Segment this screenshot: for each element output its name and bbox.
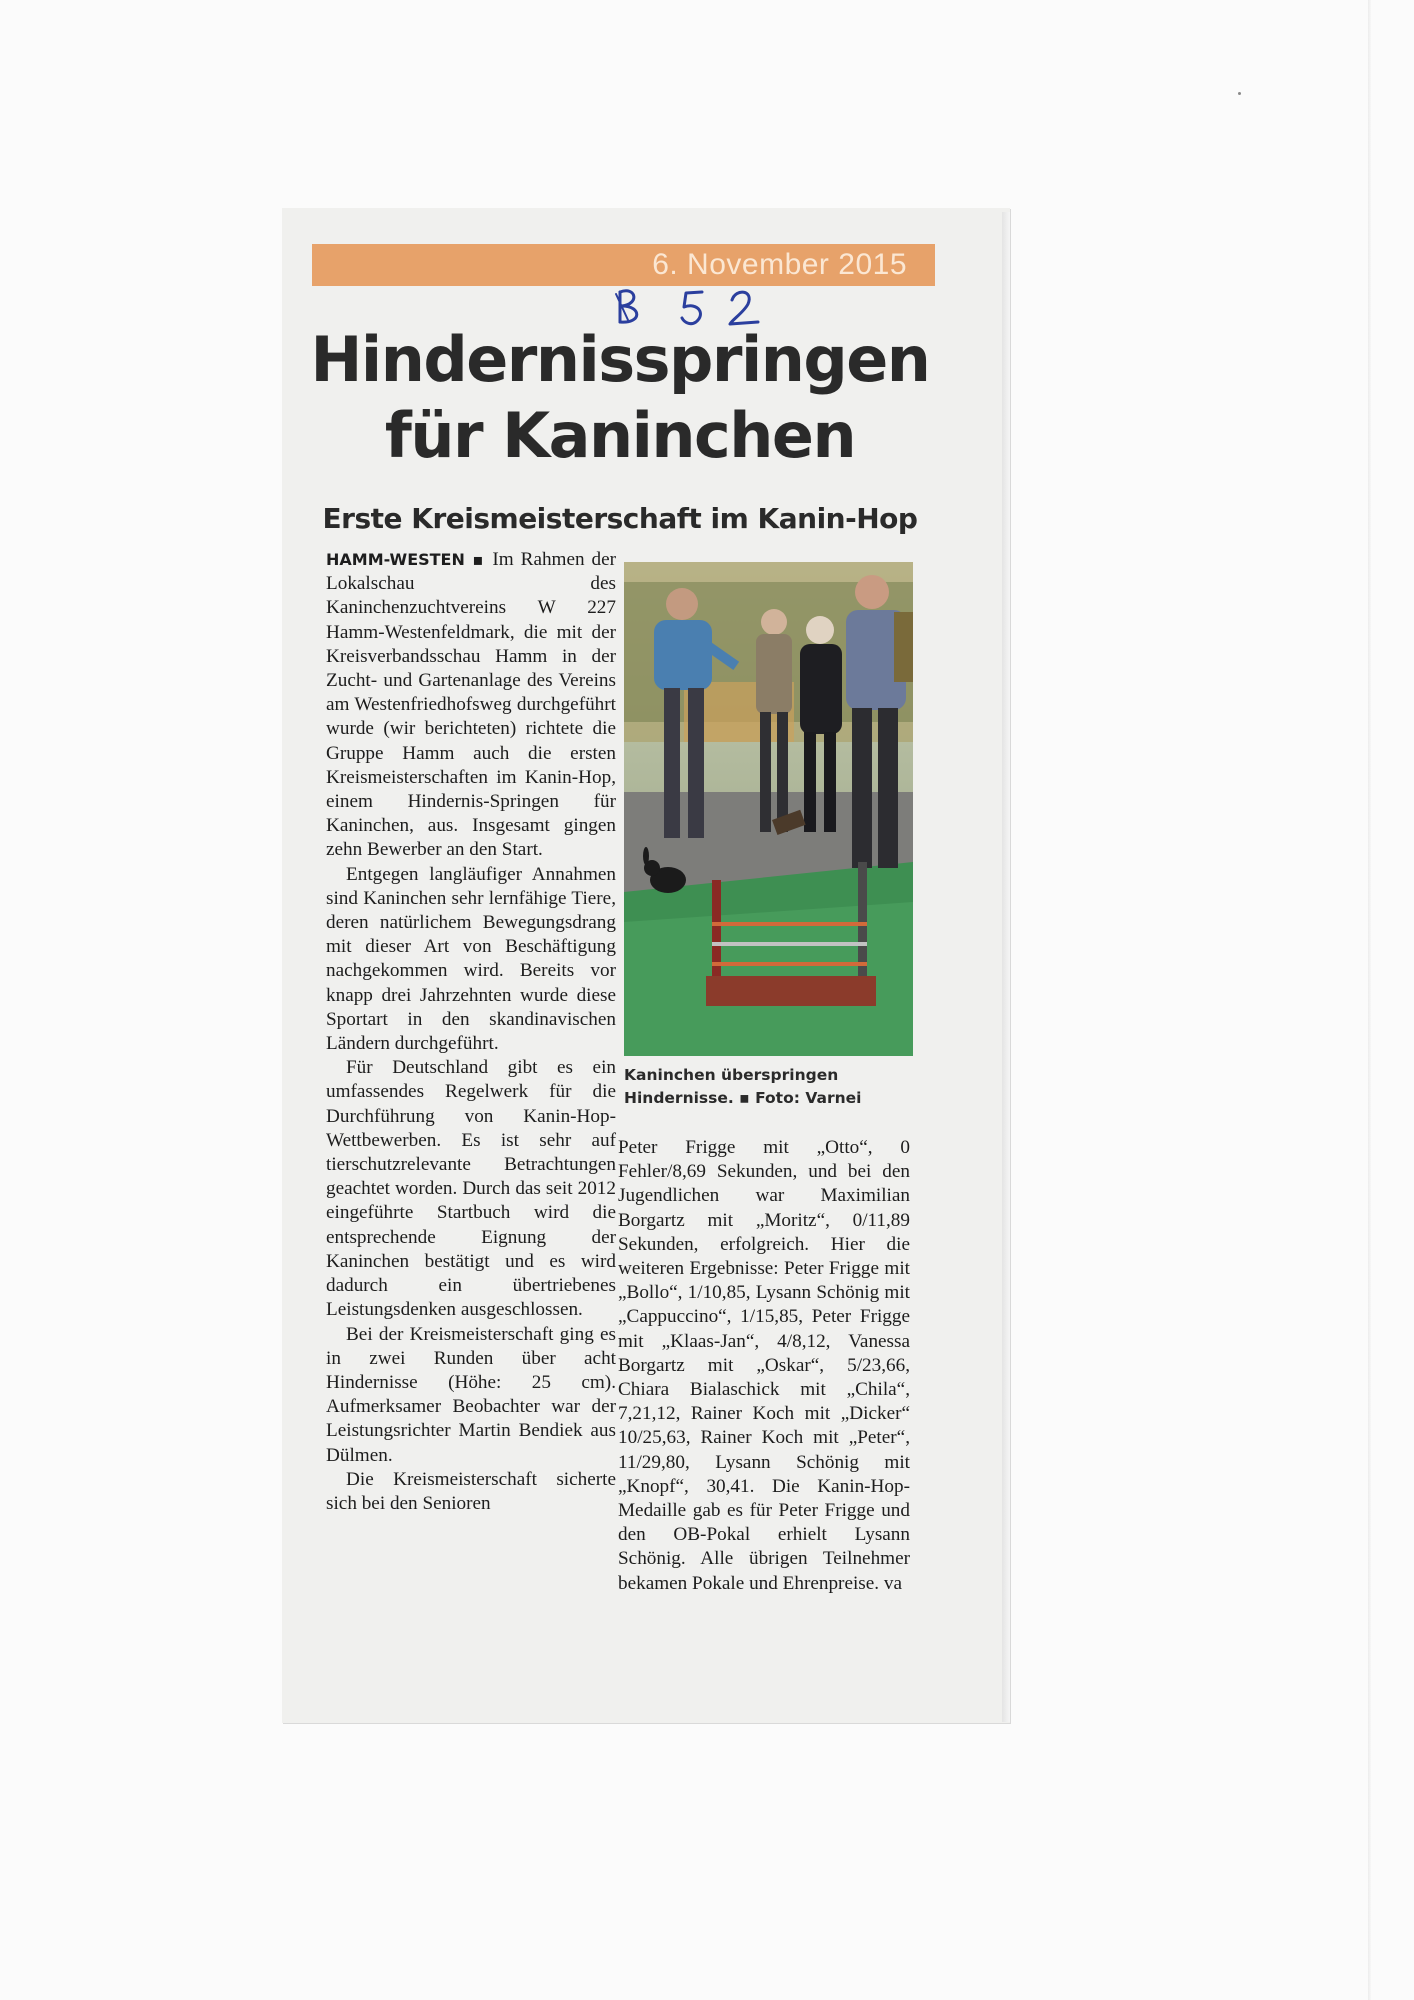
article-column-left	[326, 548, 616, 1516]
photo-rabbit-jumping	[624, 562, 913, 1056]
article-paragraph: Bei der Kreismeisterschaft ging es in zwei Runden über acht Hindernisse (Höhe: 25 cm). Aufmerksamer Beobachter war der Leistungsrichter Martin Bendiek aus Dülmen.	[326, 1323, 616, 1466]
subheadline: Erste Kreismeisterschaft im Kanin-Hop	[322, 502, 918, 535]
headline-line-2: für Kaninchen	[384, 399, 856, 472]
headline-line-1: Hindernisspringen	[310, 323, 930, 396]
scan-speck	[1238, 92, 1241, 95]
article-paragraph: Die Kreismeisterschaft sicherte sich bei den Senioren	[326, 1468, 616, 1514]
issue-date: 6. November 2015	[652, 248, 907, 281]
article-paragraph: Für Deutschland gibt es ein umfassendes Regelwerk für die Durchführung von Kanin-Hop-Wettbewerben. Es ist sehr auf tierschutzrelevante Betrachtungen geachtet worden. Durch das seit 2012 eingeführte Startbuch wird die entsprechende Eignung der Kaninchen bestätigt und es wird dadurch ein übertriebenes Leistungsdenken ausgeschlossen.	[326, 1057, 616, 1321]
article-paragraph: Entgegen langläufiger Annahmen sind Kaninchen sehr lernfähige Tiere, deren natürlichem Bewegungsdrang mit dieser Art von Beschäftigung nachgekommen wird. Bereits vor knapp drei Jahrzehnten wurde diese Sportart in den skandinavischen Ländern durchgeführt.	[326, 863, 616, 1055]
article-column-right	[618, 1136, 910, 1596]
photo-caption: Kaninchen überspringen Hindernisse. ▪ Foto: Varnei	[624, 1066, 862, 1107]
article-paragraph: Peter Frigge mit „Otto“, 0 Fehler/8,69 Sekunden, und bei den Jugendlichen war Maximilian Borgartz mit „Moritz“, 0/11,89 Sekunden, erfolgreich. Hier die weiteren Ergebnisse: Peter Frigge mit „Bollo“, 1/10,85, Lysann Schönig mit „Cappuccino“, 1/15,85, Peter Frigge mit „Klaas-Jan“, 4/8,12, Vanessa Borgartz mit „Oskar“, 5/23,66, Chiara Bialaschick mit „Chila“, 7,21,12, Rainer Koch mit „Dicker“ 10/25,63, Rainer Koch mit „Peter“, 11/29,80, Lysann Schönig mit „Knopf“, 30,41. Die Kanin-Hop-Medaille gab es für Peter Frigge und den OB-Pokal erhielt Lysann Schönig. Alle übrigen Teilnehmer bekamen Pokale und Ehrenpreise. va	[618, 1137, 910, 1594]
article-photo	[624, 562, 913, 1056]
scan-edge-shadow	[1368, 0, 1371, 2000]
clipping-edge	[1002, 212, 1010, 1722]
article-paragraph: HAMM-WESTEN ▪ Im Rahmen der Lokalschau des Kaninchenzuchtvereins W 227 Hamm-Westenfeldmark, die mit der Kreisverbandsschau Hamm in der Zucht- und Gartenanlage des Vereins am Westenfriedhofsweg durchgeführt wurde (wir berichteten) richtete die Gruppe Hamm auch die ersten Kreismeisterschaften im Kanin-Hop, einem Hindernis-Springen für Kaninchen, aus. Insgesamt gingen zehn Bewerber an den Start.	[326, 549, 616, 861]
dateline: HAMM-WESTEN ▪	[326, 550, 486, 569]
headline	[300, 322, 940, 474]
